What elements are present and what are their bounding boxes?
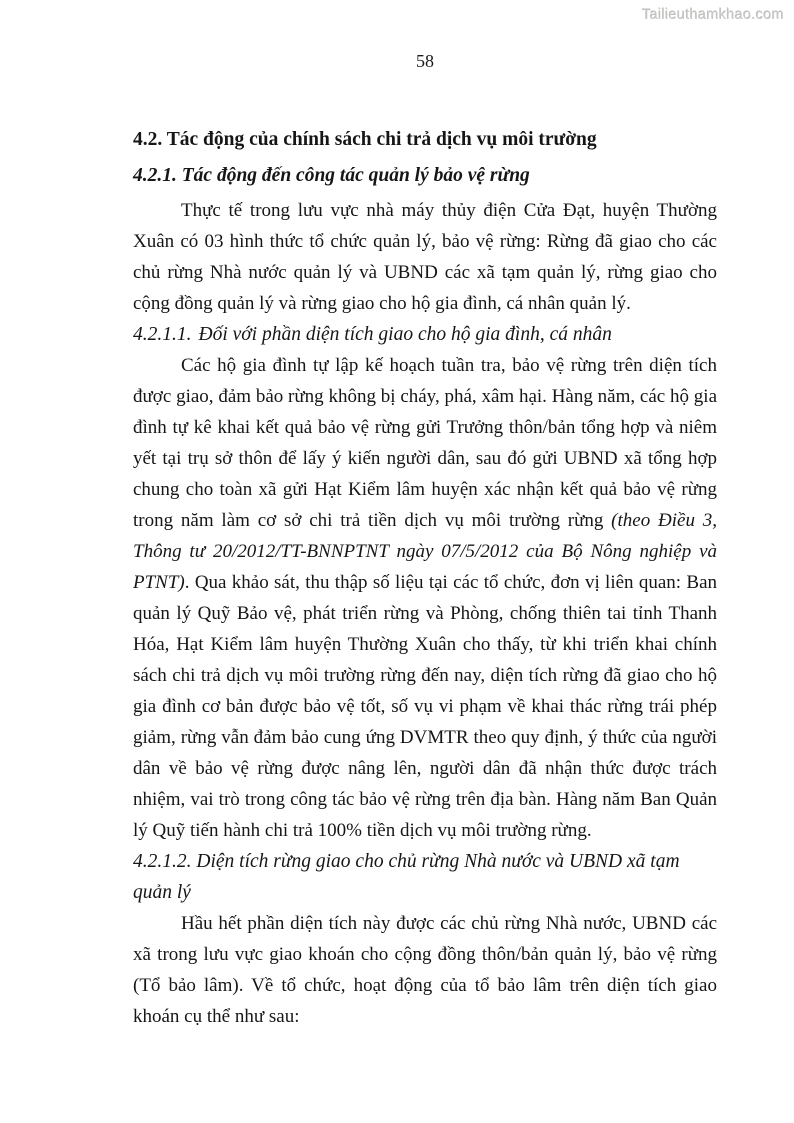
document-content xyxy=(133,122,717,1032)
paragraph-households xyxy=(133,350,717,846)
paragraph-state-forest: Hầu hết phần diện tích này được các chủ rừng Nhà nước, UBND các xã trong lưu vực giao khoán cho cộng đồng thôn/bản quản lý, bảo vệ rừng (Tổ bảo lâm). Về tổ chức, hoạt động của tổ bảo lâm trên diện tích giao khoán cụ thể như sau: xyxy=(133,913,717,1027)
page-number: 58 xyxy=(416,51,434,71)
subsection-heading-4-2-1: 4.2.1. Tác động đến công tác quản lý bảo vệ rừng xyxy=(133,165,530,186)
heading-number: 4.2.1.1. xyxy=(133,324,192,345)
section-heading-4-2: 4.2. Tác động của chính sách chi trả dịch vụ môi trường xyxy=(133,129,597,150)
legal-citation-italic: (theo Điều 3, Thông tư 20/2012/TT-BNNPTNT ngày 07/5/2012 của Bộ Nông nghiệp và PTNT) xyxy=(133,510,717,593)
paragraph-households-text-1: Các hộ gia đình tự lập kế hoạch tuần tra, bảo vệ rừng trên diện tích được giao, đảm bảo rừng không bị cháy, phá, xâm hại. Hàng năm, các hộ gia đình tự kê khai kết quả bảo vệ rừng gửi Trưởng thôn/bản tổng hợp và niêm yết tại trụ sở thôn để lấy ý kiến người dân, sau đó gửi UBND xã tổng hợp chung cho toàn xã gửi Hạt Kiểm lâm huyện xác nhận kết quả bảo vệ rừng trong năm làm cơ sở chi trả tiền dịch vụ môi trường rừng xyxy=(133,355,717,531)
subsection-heading-4-2-1-1 xyxy=(133,319,717,350)
subsection-heading-4-2-1-2: 4.2.1.2. Diện tích rừng giao cho chủ rừng Nhà nước và UBND xã tạm quản lý xyxy=(133,851,680,903)
paragraph-intro: Thực tế trong lưu vực nhà máy thủy điện Cửa Đạt, huyện Thường Xuân có 03 hình thức tổ chức quản lý, bảo vệ rừng: Rừng đã giao cho các chủ rừng Nhà nước quản lý và UBND các xã tạm quản lý, rừng giao cho cộng đồng quản lý và rừng giao cho hộ gia đình, cá nhân quản lý. xyxy=(133,200,717,314)
paragraph-households-text-2: . Qua khảo sát, thu thập số liệu tại các tổ chức, đơn vị liên quan: Ban quản lý Quỹ Bảo vệ, phát triển rừng và Phòng, chống thiên tai tỉnh Thanh Hóa, Hạt Kiểm lâm huyện Thường Xuân cho thấy, từ khi triển khai chính sách chi trả dịch vụ môi trường rừng đến nay, diện tích rừng đã giao cho hộ gia đình cơ bản được bảo vệ tốt, số vụ vi phạm về khai thác rừng trái phép giảm, rừng vẫn đảm bảo cung ứng DVMTR theo quy định, ý thức của người dân về bảo vệ rừng được nâng lên, người dân đã nhận thức được trách nhiệm, vai trò trong công tác bảo vệ rừng trên địa bàn. Hàng năm Ban Quản lý Quỹ tiến hành chi trả 100% tiền dịch vụ môi trường rừng. xyxy=(133,572,717,841)
watermark-text: Tailieuthamkhao.com xyxy=(642,7,784,23)
heading-label: Đối với phần diện tích giao cho hộ gia đình, cá nhân xyxy=(198,324,612,345)
